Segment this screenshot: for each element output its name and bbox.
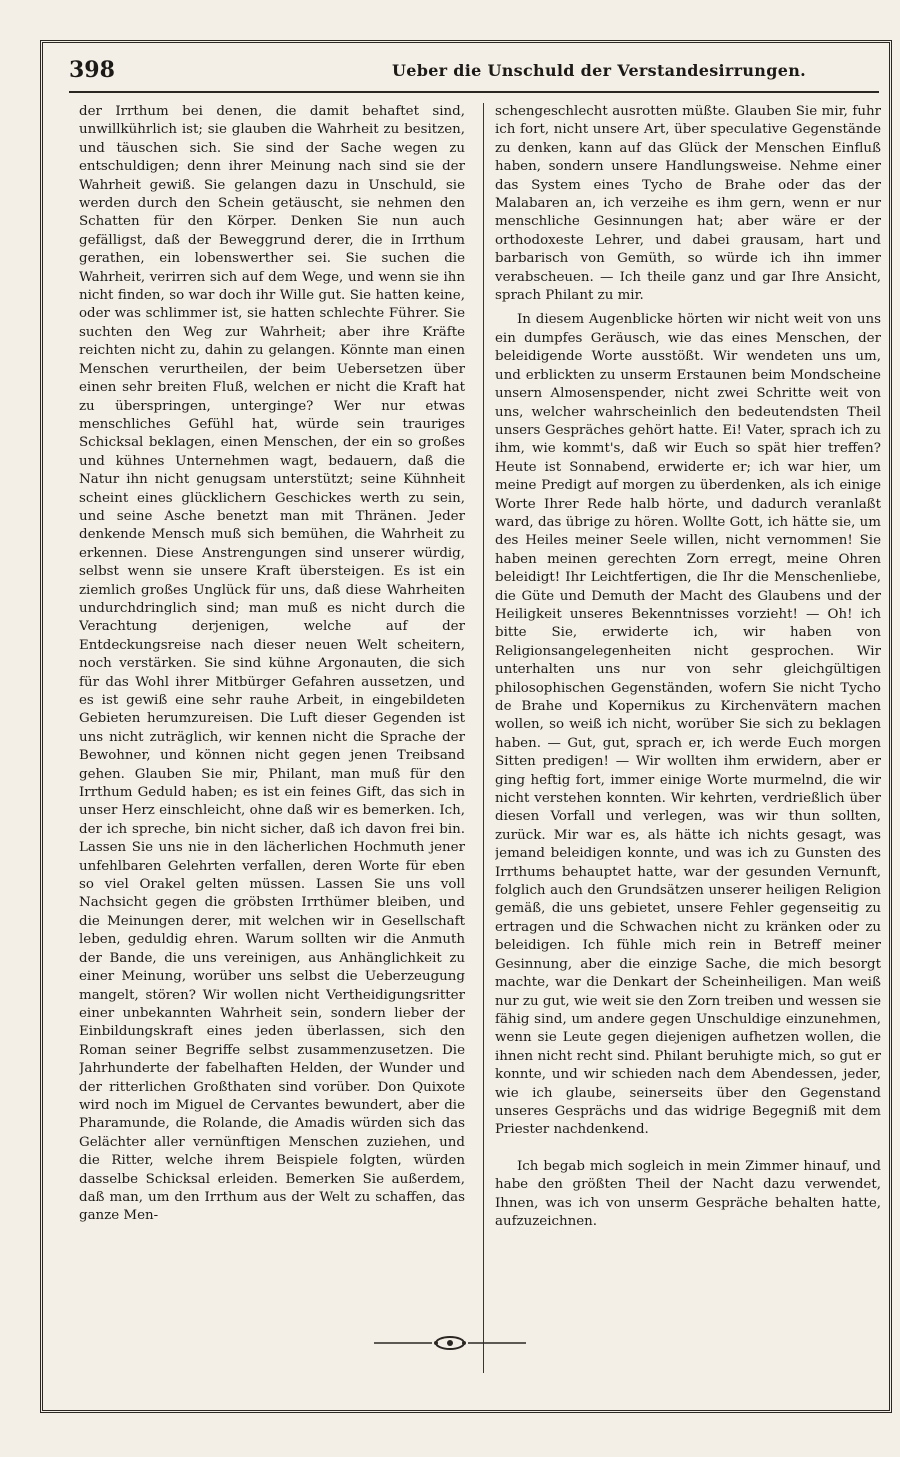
running-title: Ueber die Unschuld der Verstandesirrungen. xyxy=(391,61,807,80)
left-column-text: der Irrthum bei denen, die damit behaftet sind, unwillkührlich ist; sie glauben die Wahrheit zu besitzen, und täuschen sich. Sie sind der Sache wegen zu entschuldigen; denn ihrer Meinung nach sind sie der Wahrheit gewiß. Sie gelangen dazu in Unschuld, sie werden durch den Schein getäuscht, sie nehmen den Schatten für den Körper. Denken Sie nun auch gefälligst, daß der Beweggrund derer, die in Irrthum gerathen, ein lobenswerther sei. Sie suchen die Wahrheit, verirren sich auf dem Wege, und wenn sie ihn nicht finden, so war doch ihr Wille gut. Sie hatten keine, oder was schlimmer ist, sie hatten schlechte Führer. Sie suchten den Weg zur Wahrheit; aber ihre Kräfte reichten nicht zu, dahin zu gelangen. Könnte man einen Menschen verurtheilen, der beim Uebersetzen über einen sehr breiten Fluß, welchen er nicht die Kraft hat zu überspringen, unterginge? Wer nur etwas menschliches Gefühl hat, würde sein trauriges Schicksal beklagen, einen Menschen, der ein so großes und kühnes Unternehmen wagt, bedauern, daß die Natur ihn nicht genugsam unterstützt; seine Kühnheit scheint eines glücklichern Geschickes werth zu sein, und seine Asche benetzt man mit Thränen. Jeder denkende Mensch muß sich bemühen, die Wahrheit zu erkennen. Diese Anstrengungen sind unserer würdig, selbst wenn sie unsere Kraft übersteigen. Es ist ein ziemlich großes Unglück für uns, daß diese Wahrheiten undurchdringlich sind; man muß es nicht durch die Verachtung derjenigen, welche auf der Entdeckungsreise nach dieser neuen Welt scheitern, noch verstärken. Sie sind kühne Argonauten, die sich für das Wohl ihrer Mitbürger Gefahren aussetzen, und es ist gewiß eine sehr rauhe Arbeit, in eingebildeten Gebieten herumzureisen. Die Luft dieser Gegenden ist uns nicht zuträglich, wir kennen nicht die Sprache der Bewohner, und können nicht gegen jenen Treibsand gehen. Glauben Sie mir, Philant, man muß für den Irrthum Geduld haben; es ist ein feines Gift, das sich in unser Herz einschleicht, ohne daß wir es bemerken. Ich, der ich spreche, bin nicht sicher, daß ich davon frei bin. Lassen Sie uns nie in den lächerlichen Hochmuth jener unfehlbaren Gelehrten verfallen, deren Worte für eben so viel Orakel gelten müssen. Lassen Sie uns voll Nachsicht gegen die gröbsten Irrthümer bleiben, und die Meinungen derer, mit welchen wir in Gesellschaft leben, geduldig ehren. Warum sollten wir die Anmuth der Bande, die uns vereinigen, aus Anhänglichkeit zu einer Meinung, worüber uns selbst die Ueberzeugung mangelt, stören? Wir wollen nicht Vertheidigungsritter einer unbekannten Wahrheit sein, sondern lieber der Einbildungskraft eines jeden überlassen, sich den Roman seiner Begriffe selbst zusammenzusetzen. Die Jahrhunderte der fabelhaften Helden, der Wunder und der ritterlichen Großthaten sind vorüber. Don Quixote wird noch im Miguel de Cervantes bewundert, aber die Pharamunde, die Rolande, die Amadis würden sich das Gelächter aller vernünftigen Menschen zuziehen, und die Ritter, welche ihrem Beispiele folgten, würden dasselbe Schicksal erleiden. Bemerken Sie außerdem, daß man, um den Irrthum aus der Welt zu schaffen, das ganze Men- xyxy=(79,104,465,1224)
right-paragraph-1: schengeschlecht ausrotten müßte. Glauben Sie mir, fuhr ich fort, nicht unsere Art, über speculative Gegenstände zu denken, kann auf das Glück der Menschen Einfluß haben, sondern unsere Handlungsweise. Nehme einer das System eines Tycho de Brahe oder das der Malabaren an, ich verzeihe es ihm gern, wenn er nur menschliche Gesinnungen hat; aber wäre er der orthodoxeste Lehrer, und dabei grausam, hart und barbarisch von Gemüth, so würde ich ihn immer verabscheuen. — Ich theile ganz und gar Ihre Ansicht, sprach Philant zu mir. xyxy=(495,104,881,304)
page-frame xyxy=(40,40,892,1413)
left-column xyxy=(79,103,465,1373)
right-column xyxy=(495,103,881,1373)
column-divider xyxy=(483,103,484,1373)
right-paragraph-3: Ich begab mich sogleich in mein Zimmer hinauf, und habe den größten Theil der Nacht dazu verwendet, Ihnen, was ich von unserm Gespräche behalten hatte, aufzuzeichnen. xyxy=(495,1158,881,1229)
end-ornament xyxy=(370,1334,530,1352)
page-number: 398 xyxy=(69,57,115,83)
right-paragraph-2: In diesem Augenblicke hörten wir nicht weit von uns ein dumpfes Geräusch, wie das eines Menschen, der beleidigende Worte ausstößt. Wir wendeten uns um, und erblickten zu unserm Erstaunen beim Mondscheine unsern Almosenspender, nicht zwei Schritte weit von uns, welcher wahrscheinlich den bedeutendsten Theil unsers Gespräches gehört hatte. Ei! Vater, sprach ich zu ihm, wie kommt's, daß wir Euch so spät hier treffen? Heute ist Sonnabend, erwiderte er; ich war hier, um meine Predigt auf morgen zu überdenken, als ich einige Worte Ihrer Rede halb hörte, und dadurch veranlaßt ward, das übrige zu hören. Wollte Gott, ich hätte sie, um des Heiles meiner Seele willen, nicht vernommen! Sie haben meinen gerechten Zorn erregt, meine Ohren beleidigt! Ihr Leichtfertigen, die Ihr die Menschenliebe, die Güte und Demuth der Macht des Glaubens und der Heiligkeit unseres Bekenntnisses vorzieht! — Oh! ich bitte Sie, erwiderte ich, wir haben von Religionsangelegenheiten nicht gesprochen. Wir unterhalten uns nur von sehr gleichgültigen philosophischen Gegenständen, wofern Sie nicht Tycho de Brahe und Kopernikus zu Kirchenvätern machen wollen, so weiß ich nicht, worüber Sie sich zu beklagen haben. — Gut, gut, sprach er, ich werde Euch morgen Sitten predigen! — Wir wollten ihm erwidern, aber er ging heftig fort, immer einige Worte murmelnd, die wir nicht verstehen konnten. Wir kehrten, verdrießlich über diesen Vorfall und verlegen, was wir thun sollten, zurück. Mir war es, als hätte ich nichts gesagt, was jemand beleidigen konnte, und was ich zu Gunsten des Irrthums behauptet hatte, war der gesunden Vernunft, folglich auch den Grundsätzen unserer heiligen Religion gemäß, die uns gebietet, unsere Fehler gegenseitig zu ertragen und die Schwachen nicht zu kränken oder zu beleidigen. Ich fühle mich rein in Betreff meiner Gesinnung, aber die einzige Sache, die mich besorgt machte, war die Denkart der Scheinheiligen. Man weiß nur zu gut, wie weit sie den Zorn treiben und wessen sie fähig sind, um andere gegen Unschuldige einzunehmen, wenn sie Leute gegen diejenigen aufhetzen wollen, die ihnen nicht recht sind. Philant beruhigte mich, so gut er konnte, und wir schieden nach dem Abendessen, jeder, wie ich glaube, seinerseits über den Gegenstand unseres Gesprächs und das widrige Begegniß mit dem Priester nachdenkend. xyxy=(495,312,881,1138)
page-header xyxy=(69,57,879,93)
